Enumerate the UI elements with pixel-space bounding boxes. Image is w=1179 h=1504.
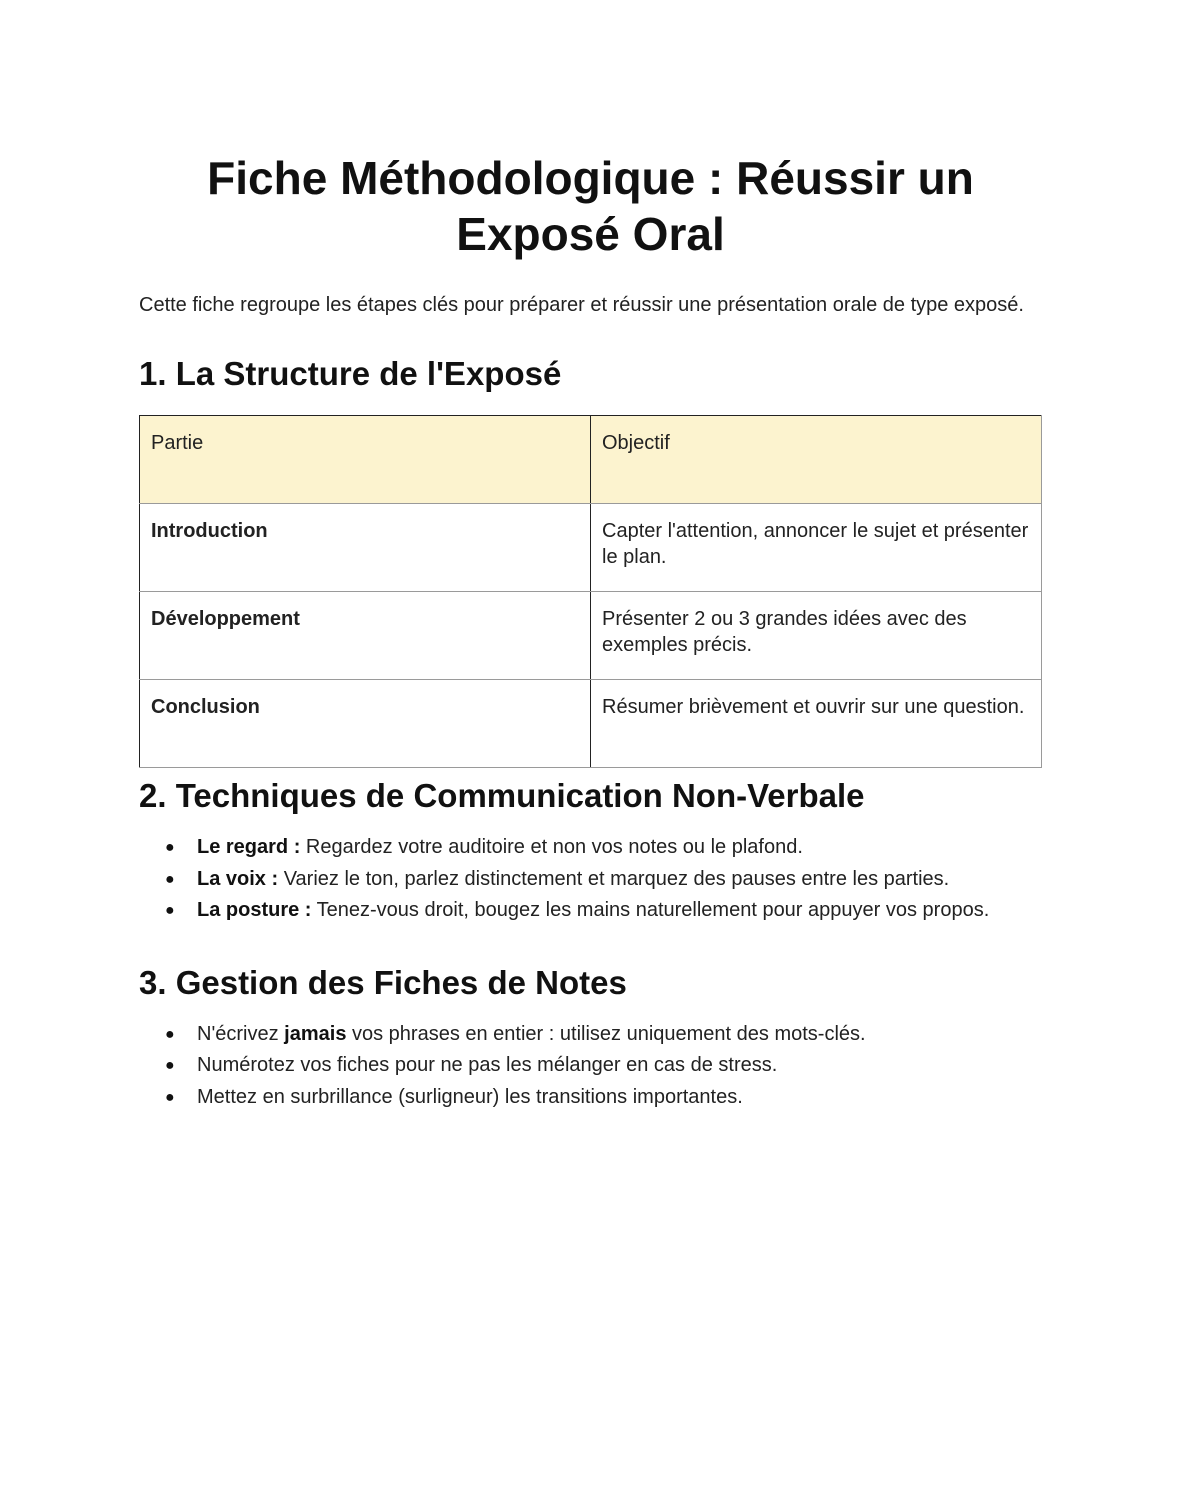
document-title-line-2: Exposé Oral [456, 208, 725, 260]
list-item-label: Le regard : [197, 836, 301, 858]
table-cell-objectif: Présenter 2 ou 3 grandes idées avec des exemples précis. [591, 592, 1042, 680]
notes-list [139, 1019, 1042, 1114]
list-item [139, 1050, 1042, 1082]
section-1-heading: 1. La Structure de l'Exposé [139, 355, 562, 392]
document-title-line-1: Fiche Méthodologique : Réussir un [207, 152, 974, 204]
table-row [140, 680, 1042, 768]
document-title [139, 150, 1042, 262]
table-header-objectif: Objectif [591, 416, 1042, 504]
table-header-partie: Partie [140, 416, 591, 504]
bullet-icon: ● [165, 902, 175, 919]
table-cell-objectif: Résumer brièvement et ouvrir sur une question. [591, 680, 1042, 768]
list-item-text: Tenez-vous droit, bougez les mains naturellement pour appuyer vos propos. [311, 899, 990, 921]
structure-table [139, 415, 1042, 768]
list-item-text: Numérotez vos fiches pour ne pas les mélanger en cas de stress. [197, 1054, 778, 1076]
document-page [139, 150, 1042, 1113]
bullet-icon: ● [165, 1088, 175, 1106]
list-item [139, 864, 1042, 896]
bullet-icon: ● [165, 839, 175, 856]
bullet-icon: ● [165, 1057, 175, 1074]
intro-paragraph: Cette fiche regroupe les étapes clés pour préparer et réussir une présentation orale de type exposé. [139, 294, 1024, 316]
list-item-text-after: vos phrases en entier : utilisez uniquement des mots-clés. [346, 1022, 866, 1045]
list-item-text-before: N'écrivez [197, 1022, 285, 1045]
list-item-text: Regardez votre auditoire et non vos notes ou le plafond. [300, 836, 803, 858]
list-item [139, 832, 1042, 864]
section-2-heading: 2. Techniques de Communication Non-Verbale [139, 777, 865, 814]
bullet-icon: ● [165, 870, 175, 888]
list-item-text: Mettez en surbrillance (surligneur) les transitions importantes. [197, 1085, 743, 1108]
table-row [140, 592, 1042, 680]
table-cell-partie: Conclusion [140, 680, 591, 768]
list-item [139, 895, 1042, 927]
list-item-text: Variez le ton, parlez distinctement et marquez des pauses entre les parties. [278, 867, 950, 890]
table-cell-partie: Développement [140, 592, 591, 680]
list-item-emphasis: jamais [284, 1022, 347, 1045]
table-cell-objectif: Capter l'attention, annoncer le sujet et présenter le plan. [591, 504, 1042, 592]
list-item [139, 1019, 1042, 1051]
nonverbal-list [139, 832, 1042, 927]
table-header-row [140, 416, 1042, 504]
table-cell-partie: Introduction [140, 504, 591, 592]
list-item [139, 1082, 1042, 1114]
bullet-icon: ● [165, 1025, 175, 1043]
section-3-heading: 3. Gestion des Fiches de Notes [139, 963, 627, 1001]
list-item-label: La voix : [197, 867, 279, 890]
list-item-label: La posture : [197, 899, 312, 921]
table-row [140, 504, 1042, 592]
